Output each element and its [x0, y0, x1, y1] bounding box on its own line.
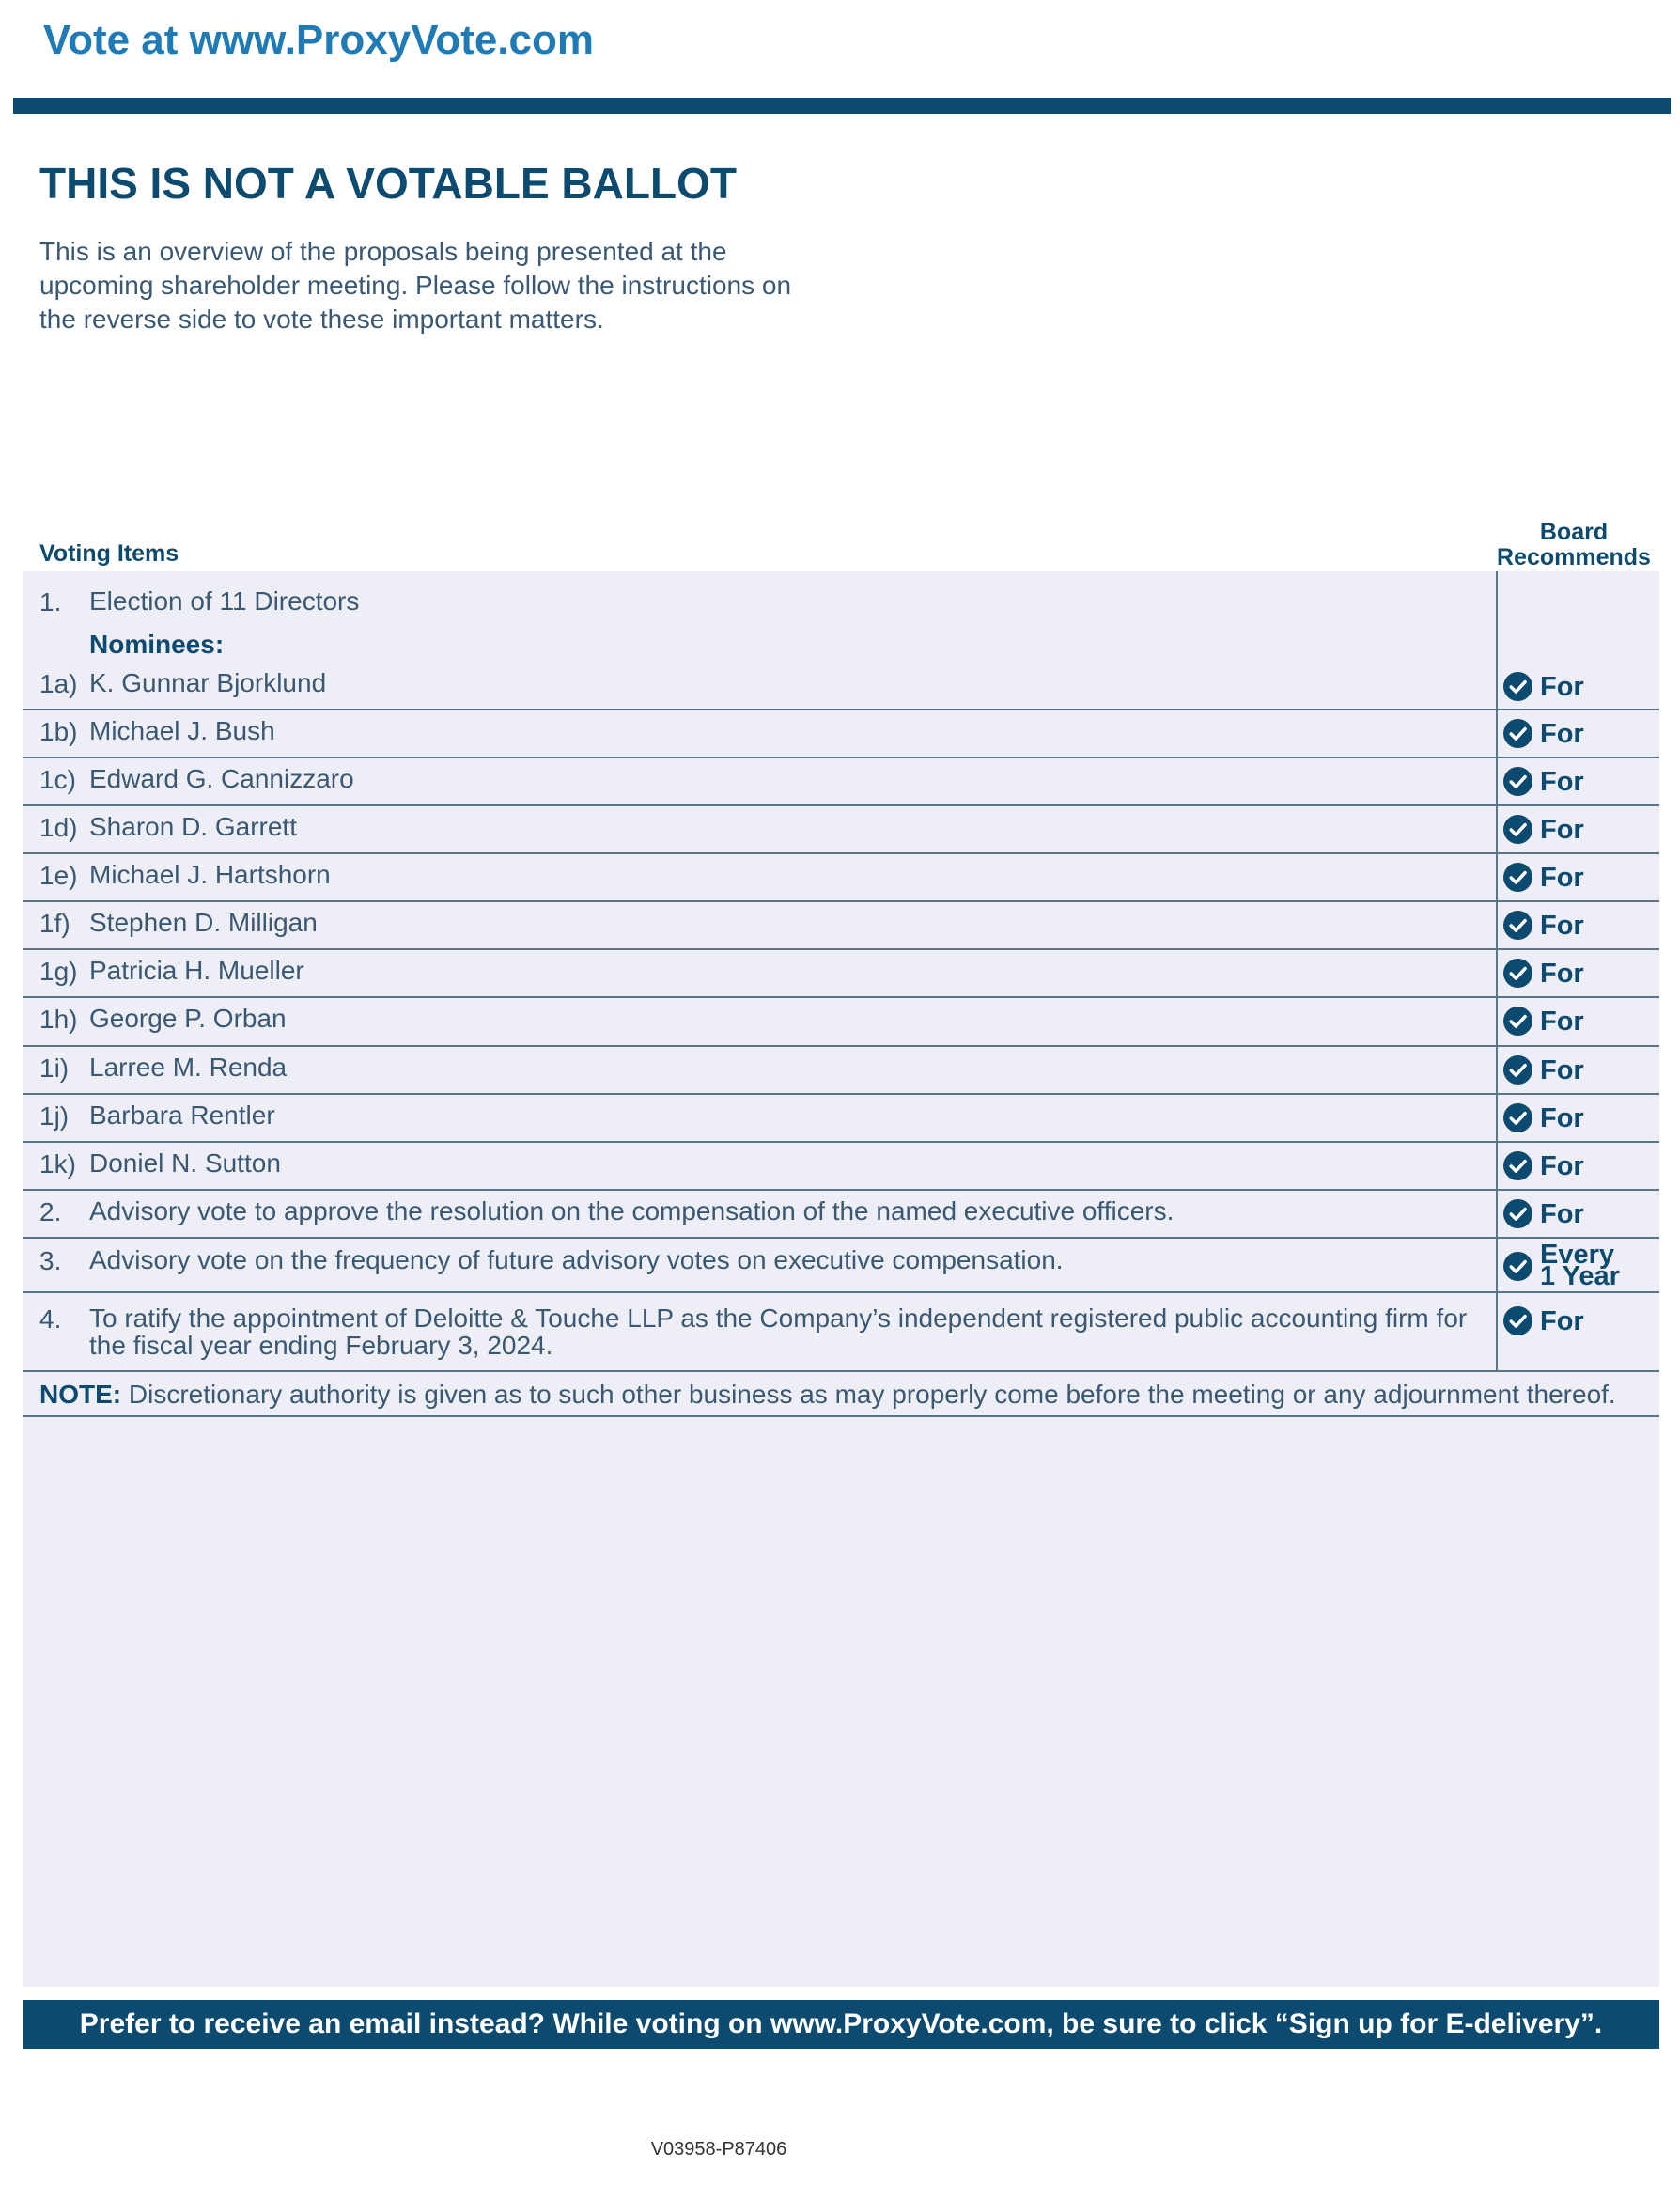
- check-circle-icon: [1503, 863, 1532, 892]
- header-divider: [13, 98, 1671, 114]
- note-row: [23, 1372, 1659, 1417]
- recommendation-label: For: [1540, 766, 1584, 797]
- nominee-row-1h: [23, 998, 1659, 1047]
- board-recommendation: [1503, 1240, 1620, 1291]
- nominee-name: George P. Orban: [89, 1004, 287, 1033]
- board-recommendation: [1503, 863, 1584, 892]
- board-recommendation: [1503, 1199, 1584, 1228]
- nominee-name: Michael J. Bush: [89, 716, 275, 745]
- recommendation-label: For: [1540, 910, 1584, 941]
- nominee-number: 1i): [39, 1054, 70, 1083]
- nominee-row-1c: [23, 758, 1659, 806]
- nominee-number: 1k): [39, 1149, 76, 1179]
- board-recommendation: [1503, 959, 1584, 988]
- proposal-text: Advisory vote to approve the resolution on the compensation of the named executive officers.: [89, 1196, 1174, 1225]
- nominee-name: Doniel N. Sutton: [89, 1148, 281, 1178]
- proposal-row-2: [23, 1191, 1659, 1239]
- recommendation-label: For: [1540, 1102, 1584, 1133]
- nominee-row-1f: [23, 902, 1659, 950]
- proposal-number: 4.: [39, 1304, 62, 1334]
- nominee-row-1k: [23, 1143, 1659, 1191]
- nominee-row-1e: [23, 854, 1659, 902]
- check-circle-icon: [1503, 1103, 1532, 1132]
- recommendation-label: For: [1540, 958, 1584, 989]
- proposal-number: 3.: [39, 1246, 62, 1275]
- board-recommends-header: [1494, 520, 1654, 570]
- nominee-name: Edward G. Cannizzaro: [89, 764, 354, 793]
- item1-number: 1.: [39, 587, 62, 617]
- board-recommendation: [1503, 672, 1584, 701]
- recommendation-line2: 1 Year: [1540, 1261, 1620, 1291]
- nominee-number: 1a): [39, 669, 78, 698]
- check-circle-icon: [1503, 815, 1532, 844]
- check-circle-icon: [1503, 1007, 1532, 1036]
- recommendation-label: For: [1540, 1006, 1584, 1037]
- board-header-line1: Board: [1539, 519, 1609, 545]
- nominee-number: 1c): [39, 765, 76, 794]
- recommendation-label: For: [1540, 814, 1584, 845]
- board-recommendation: [1503, 1007, 1584, 1036]
- check-circle-icon: [1503, 672, 1532, 701]
- note-body: Discretionary authority is given as to such other business as may properly come before the meeting or any adjournment thereof.: [121, 1380, 1616, 1409]
- recommendation-label: For: [1540, 862, 1584, 893]
- proposal-number: 2.: [39, 1197, 62, 1226]
- recommendation-label: For: [1540, 1198, 1584, 1229]
- page-title: THIS IS NOT A VOTABLE BALLOT: [39, 159, 737, 208]
- board-recommendation: [1503, 1306, 1584, 1335]
- nominee-name: Stephen D. Milligan: [89, 908, 318, 937]
- proposal-row-4: [23, 1293, 1659, 1372]
- check-circle-icon: [1503, 719, 1532, 748]
- proxyvote-header-link[interactable]: Vote at www.ProxyVote.com: [43, 17, 594, 63]
- nominee-name: Michael J. Hartshorn: [89, 860, 331, 889]
- check-circle-icon: [1503, 1055, 1532, 1085]
- nominee-number: 1j): [39, 1101, 70, 1131]
- nominee-row-1a: [23, 663, 1659, 710]
- check-circle-icon: [1503, 1306, 1532, 1335]
- board-recommendation: [1503, 767, 1584, 796]
- proposal-text: [89, 1304, 1467, 1359]
- board-recommendation: [1503, 911, 1584, 940]
- check-circle-icon: [1503, 1252, 1532, 1281]
- document-code: V03958-P87406: [650, 2139, 787, 2160]
- proposal-row-3: [23, 1239, 1659, 1293]
- board-recommendation: [1503, 1103, 1584, 1132]
- nominee-name: Patricia H. Mueller: [89, 956, 304, 985]
- board-recommendation: [1503, 1055, 1584, 1085]
- board-header-line2: Recommends: [1497, 544, 1651, 570]
- note-text: [39, 1380, 1616, 1410]
- e-delivery-banner: Prefer to receive an email instead? While voting on www.ProxyVote.com, be sure to click “Sign up for E-delivery”.: [23, 2000, 1659, 2049]
- nominee-name: Barbara Rentler: [89, 1100, 275, 1130]
- check-circle-icon: [1503, 911, 1532, 940]
- check-circle-icon: [1503, 959, 1532, 988]
- recommendation-line1: Every: [1540, 1240, 1615, 1270]
- board-recommendation: [1503, 1151, 1584, 1180]
- recommendation-label: For: [1540, 1150, 1584, 1181]
- nominee-row-1d: [23, 806, 1659, 854]
- recommendation-label: For: [1540, 718, 1584, 749]
- nominees-label: Nominees:: [89, 630, 225, 659]
- nominee-row-1j: [23, 1095, 1659, 1143]
- recommendation-label: For: [1540, 1054, 1584, 1085]
- check-circle-icon: [1503, 1199, 1532, 1228]
- recommendation-label: [1540, 1240, 1620, 1291]
- nominee-name: K. Gunnar Bjorklund: [89, 668, 327, 697]
- nominee-number: 1b): [39, 717, 78, 746]
- nominee-number: 1f): [39, 909, 70, 938]
- proposal-text: Advisory vote on the frequency of future advisory votes on executive compensation.: [89, 1245, 1064, 1274]
- check-circle-icon: [1503, 1151, 1532, 1180]
- intro-paragraph: This is an overview of the proposals being presented at the upcoming shareholder meeting. Please follow the instructions on the reverse side to vote these important matters.: [39, 237, 792, 334]
- board-recommendation: [1503, 815, 1584, 844]
- nominee-row-1i: [23, 1047, 1659, 1095]
- nominee-row-1g: [23, 950, 1659, 998]
- voting-items-header: Voting Items: [39, 540, 179, 567]
- note-label: NOTE:: [39, 1380, 122, 1409]
- nominee-name: Larree M. Renda: [89, 1053, 288, 1082]
- recommendation-label: For: [1540, 671, 1584, 702]
- nominee-number: 1d): [39, 813, 78, 842]
- nominee-number: 1e): [39, 861, 78, 890]
- item1-text: Election of 11 Directors: [89, 586, 360, 616]
- board-recommendation: [1503, 719, 1584, 748]
- nominee-number: 1h): [39, 1005, 78, 1034]
- proposal-text-line2: the fiscal year ending February 3, 2024.: [89, 1331, 553, 1360]
- recommendation-label: For: [1540, 1305, 1584, 1336]
- nominee-number: 1g): [39, 957, 78, 986]
- check-circle-icon: [1503, 767, 1532, 796]
- nominee-name: Sharon D. Garrett: [89, 812, 297, 841]
- proposal-text-line1: To ratify the appointment of Deloitte & Touche LLP as the Company’s independent registered public accounting firm for: [89, 1303, 1468, 1333]
- nominee-row-1b: [23, 710, 1659, 758]
